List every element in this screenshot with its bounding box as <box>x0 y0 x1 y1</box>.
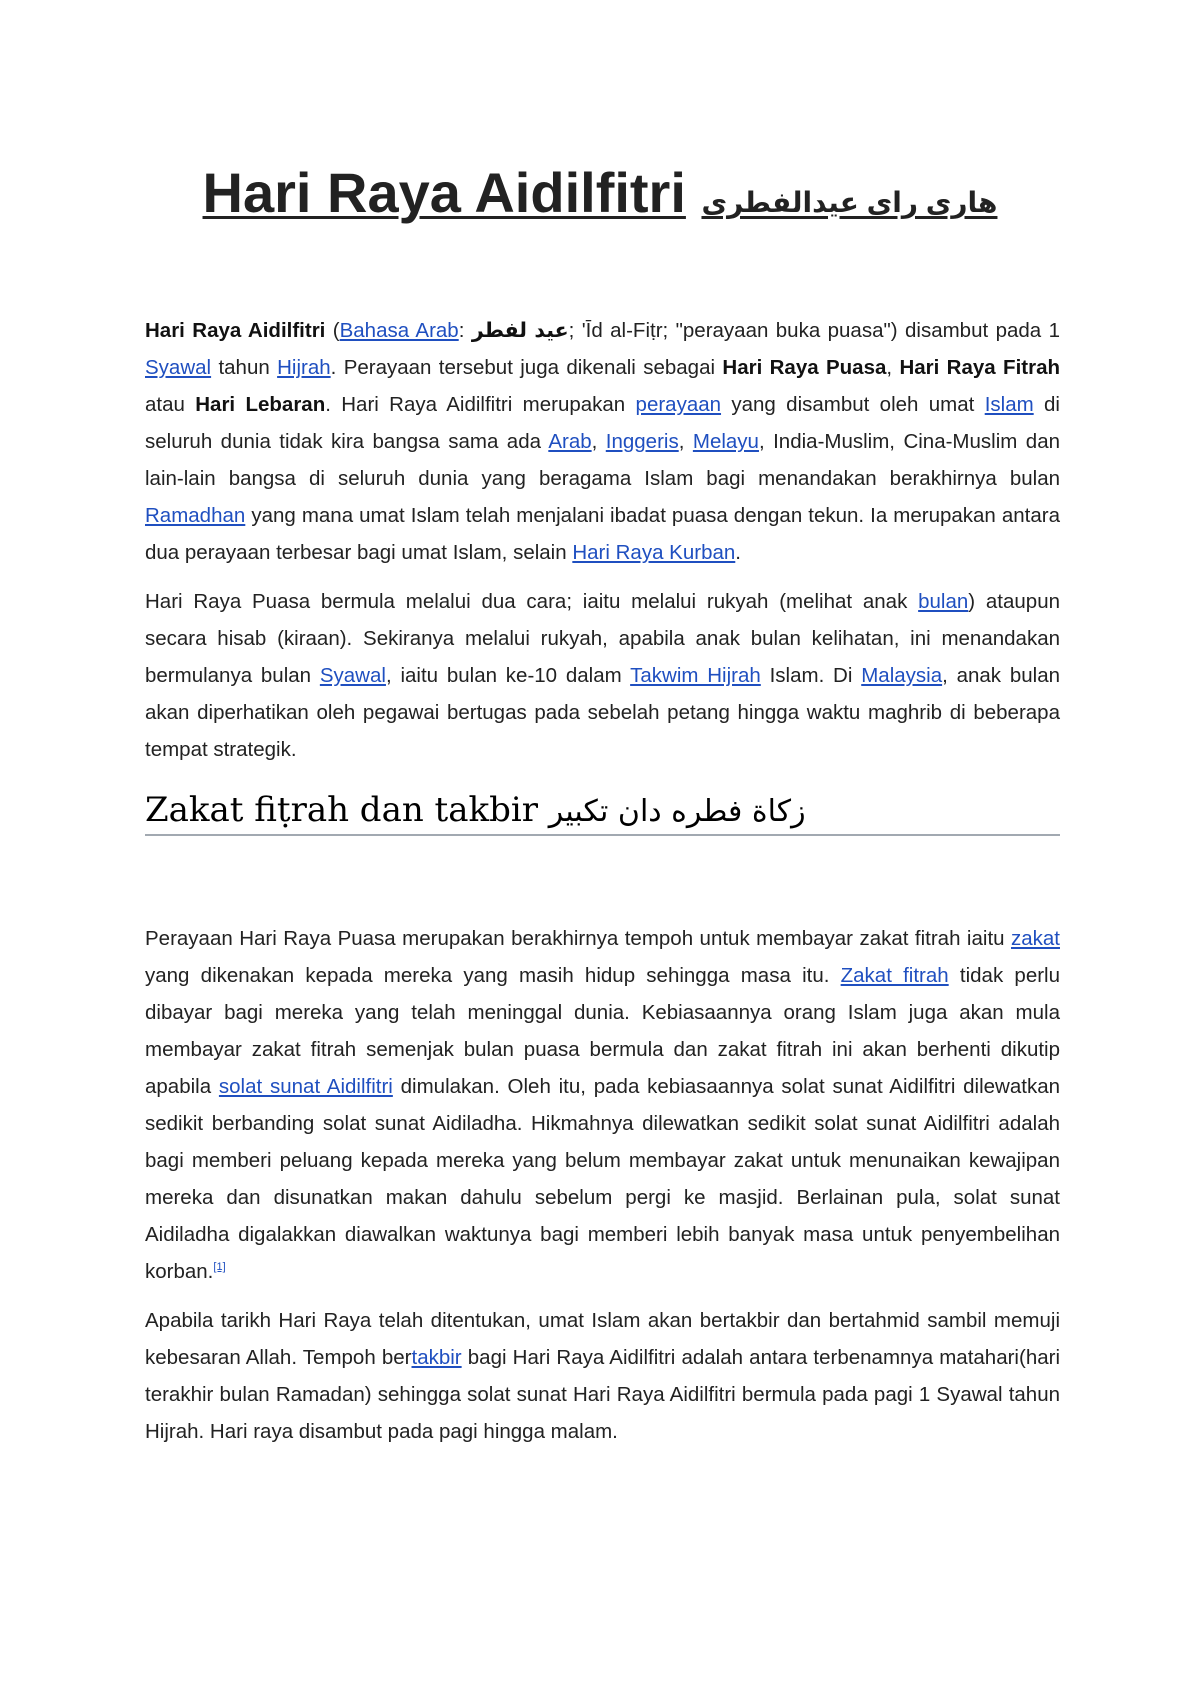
bold-term: Hari Raya Puasa <box>722 356 887 379</box>
zakat-paragraph-1: Perayaan Hari Raya Puasa merupakan berakhirnya tempoh untuk membayar zakat fitrah iaitu zakat yang dikenakan kepada mereka yang masih hidup sehingga masa itu. Zakat fitrah tidak perlu dibayar bagi mereka yang telah meninggal dunia. Kebiasaannya orang Islam juga akan mula membayar zakat fitrah semenjak bulan puasa bermula dan zakat fitrah ini akan berhenti dikutip apabila solat sunat Aidilfitri dimulakan. Oleh itu, pada kebiasaannya solat sunat Aidilfitri dilewatkan sedikit berbanding solat sunat Aidiladha. Hikmahnya dilewatkan sedikit solat sunat Aidilfitri adalah bagi memberi peluang kepada mereka yang belum membayar zakat untuk menunaikan kewajipan mereka dan disunatkan makan dahulu sebelum pergi ke masjid. Berlainan pula, solat sunat Aidiladha digalakkan diawalkan waktunya bagi memberi lebih banyak masa untuk penyembelihan korban.[1] <box>145 927 1061 1283</box>
link-arab[interactable]: Arab <box>548 430 592 453</box>
zakat-paragraph-2: Apabila tarikh Hari Raya telah ditentukan, umat Islam akan bertakbir dan bertahmid sambil memuji kebesaran Allah. Tempoh bertakbir bagi Hari Raya Aidilfitri adalah antara terbenamnya matahari(hari terakhir bulan Ramadan) sehingga solat sunat Hari Raya Aidilfitri bermula pada pagi 1 Syawal tahun Hijrah. Hari raya disambut pada pagi hingga malam. <box>145 1309 1060 1443</box>
title-arabic: هاری رای عیدالفطری <box>701 187 998 218</box>
link-zakat-fitrah[interactable]: Zakat fitrah <box>840 964 949 987</box>
link-zakat[interactable]: zakat <box>1011 927 1060 950</box>
section-intro <box>145 312 1060 780</box>
link-perayaan[interactable]: perayaan <box>635 393 722 416</box>
link-inggeris[interactable]: Inggeris <box>605 430 679 453</box>
section-zakat <box>145 920 1060 1462</box>
arabic-term: عيد لفطر <box>471 319 569 342</box>
bold-term: Hari Lebaran <box>195 393 326 416</box>
bold-term: Hari Raya Aidilfitri <box>145 319 326 342</box>
section-heading-arabic: زكاة فطره دان تكبير <box>548 794 806 829</box>
title-text: Hari Raya Aidilfitri <box>202 161 686 224</box>
section-heading-text: Zakat fiṭrah dan takbir <box>145 790 538 830</box>
reference-link[interactable]: [1] <box>213 1261 226 1274</box>
link-bulan[interactable]: bulan <box>918 590 969 613</box>
link-syawal-2[interactable]: Syawal <box>319 664 386 687</box>
link-takbir[interactable]: takbir <box>411 1346 462 1369</box>
page-title <box>0 160 1200 236</box>
section-heading-zakat <box>145 786 1060 836</box>
link-ramadhan[interactable]: Ramadhan <box>145 504 246 527</box>
link-hari-raya-kurban[interactable]: Hari Raya Kurban <box>572 541 736 564</box>
intro-paragraph-1: Hari Raya Aidilfitri (Bahasa Arab: عيد لفطر; 'Īd al-Fiṭr; "perayaan buka puasa") disambut pada 1 Syawal tahun Hijrah. Perayaan tersebut juga dikenali sebagai Hari Raya Puasa, Hari Raya Fitrah atau Hari Lebaran. Hari Raya Aidilfitri merupakan perayaan yang disambut oleh umat Islam di seluruh dunia tidak kira bangsa sama ada Arab, Inggeris, Melayu, India-Muslim, Cina-Muslim dan lain-lain bangsa di seluruh dunia yang beragama Islam bagi menandakan berakhirnya bulan Ramadhan yang mana umat Islam telah menjalani ibadat puasa dengan tekun. Ia merupakan antara dua perayaan terbesar bagi umat Islam, selain Hari Raya Kurban. <box>145 319 1060 564</box>
link-solat-sunat-aidilfitri[interactable]: solat sunat Aidilfitri <box>218 1075 393 1098</box>
link-malaysia[interactable]: Malaysia <box>861 664 943 687</box>
link-islam[interactable]: Islam <box>984 393 1034 416</box>
link-melayu[interactable]: Melayu <box>692 430 759 453</box>
link-syawal[interactable]: Syawal <box>145 356 212 379</box>
link-takwim-hijrah[interactable]: Takwim Hijrah <box>630 664 761 687</box>
intro-paragraph-2: Hari Raya Puasa bermula melalui dua cara; iaitu melalui rukyah (melihat anak bulan) ataupun secara hisab (kiraan). Sekiranya melalui rukyah, apabila anak bulan kelihatan, ini menandakan bermulanya bulan Syawal, iaitu bulan ke-10 dalam Takwim Hijrah Islam. Di Malaysia, anak bulan akan diperhatikan oleh pegawai bertugas pada sebelah petang hingga waktu maghrib di beberapa tempat strategik. <box>145 590 1061 761</box>
bold-term: Hari Raya Fitrah <box>899 356 1060 379</box>
link-hijrah[interactable]: Hijrah <box>277 356 331 379</box>
link-bahasa-arab[interactable]: Bahasa Arab <box>339 319 459 342</box>
